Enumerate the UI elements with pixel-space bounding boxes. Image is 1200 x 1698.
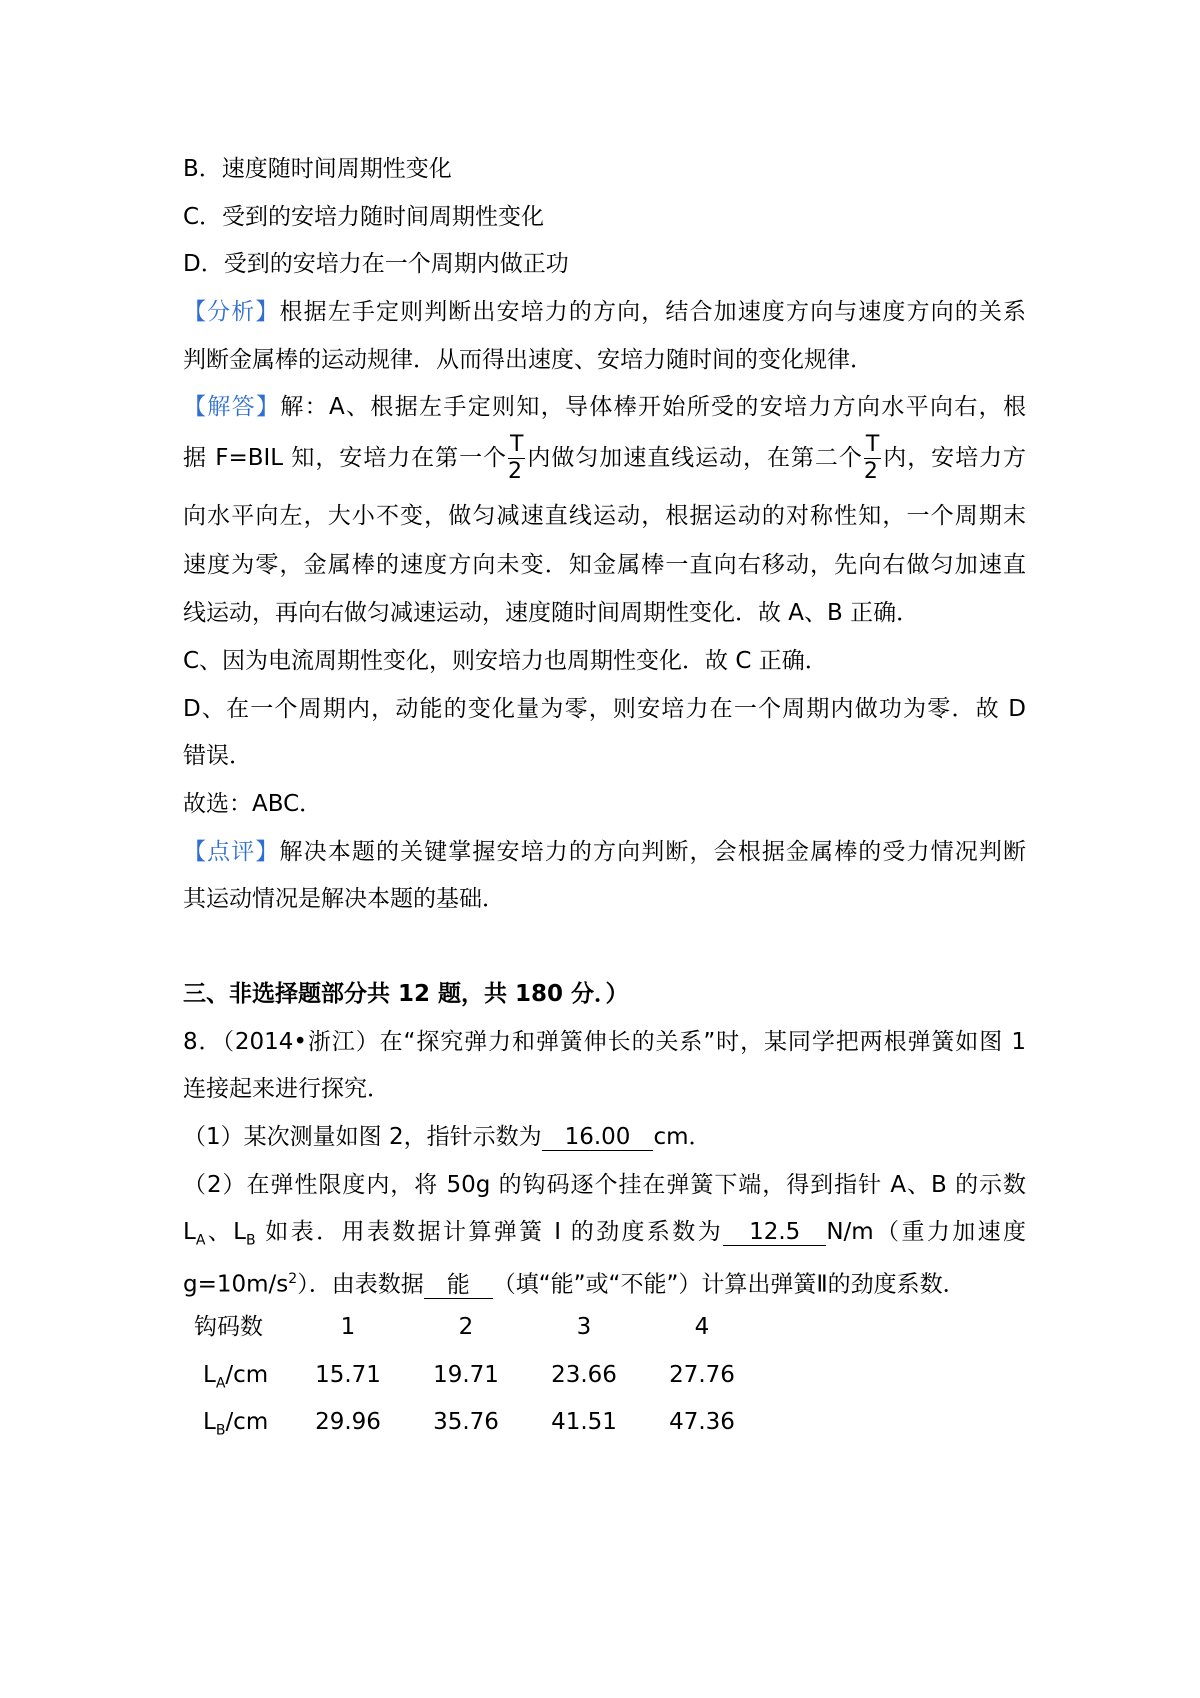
solution-d-line-2: 错误． <box>183 743 252 769</box>
table-cell: 19.71 <box>433 1362 499 1388</box>
question-8-part-2-line-3 <box>183 1255 966 1303</box>
part-1-text: （1）某次测量如图 2，指针示数为 <box>183 1124 542 1150</box>
comment-text-1: 解决本题的关键掌握安培力的方向判断，会根据金属棒的受力情况判断 <box>279 839 1027 865</box>
solution-choice: 故选：ABC． <box>183 791 323 817</box>
table-cell: 41.51 <box>551 1409 617 1435</box>
solution-line-2-part-2: 内做匀加速直线运动，在第二个 <box>526 445 863 471</box>
symbol-l: L <box>183 1219 196 1245</box>
analysis-text-1: 根据左手定则判断出安培力的方向，结合加速度方向与速度方向的关系 <box>279 299 1027 325</box>
row-label-unit: /cm <box>225 1362 269 1388</box>
solution-tag: 【解答】 <box>183 394 281 420</box>
table-header-row <box>183 1303 761 1351</box>
gravity-value: g=10m/s <box>183 1271 289 1298</box>
comment-line-2: 其运动情况是解决本题的基础． <box>183 886 505 912</box>
table-row-label <box>183 1398 289 1455</box>
table-header-label: 钩码数 <box>194 1314 263 1340</box>
solution-line-2 <box>183 428 1026 488</box>
table-cell: 23.66 <box>551 1362 617 1388</box>
row-label-subscript: B <box>215 1422 226 1439</box>
question-8-stem-line-1: 8．（2014•浙江）在“探究弹力和弹簧伸长的关系”时，某同学把两根弹簧如图 1 <box>183 1029 1026 1055</box>
solution-line-2-part-1: 据 F=BIL 知，安培力在第一个 <box>183 445 507 471</box>
row-label-unit: /cm <box>225 1409 269 1435</box>
option-b: B．速度随时间周期性变化 <box>183 156 452 182</box>
fraction-denominator: 2 <box>508 459 522 484</box>
table-column-header: 4 <box>694 1314 710 1340</box>
part-2-line-2-text: 如表．用表数据计算弹簧 I 的劲度系数为 <box>255 1219 724 1245</box>
part-1-unit: cm． <box>653 1124 712 1150</box>
question-8-stem-line-2: 连接起来进行探究． <box>183 1076 390 1102</box>
table-cell: 29.96 <box>315 1409 381 1435</box>
section-heading: 三、非选择题部分共 12 题，共 180 分．） <box>183 981 629 1007</box>
comment-line-1 <box>183 828 1026 876</box>
fraction-denominator: 2 <box>863 459 878 484</box>
solution-line-5: 线运动，再向右做匀减速运动，速度随时间周期性变化．故 A、B 正确． <box>183 600 920 626</box>
table-cell: 35.76 <box>433 1409 499 1435</box>
fraction-t-over-2 <box>864 434 881 483</box>
table-cell: 15.71 <box>315 1362 381 1388</box>
solution-line-1 <box>183 383 1026 431</box>
row-label-symbol: L <box>203 1362 216 1388</box>
solution-text-1: 解：A、根据左手定则知，导体棒开始所受的安培力方向水平向右，根 <box>280 394 1027 420</box>
table-row <box>183 1398 761 1446</box>
option-d: D．受到的安培力在一个周期内做正功 <box>183 251 569 277</box>
part-2-line-2-after: N/m（重力加速度 <box>826 1219 1026 1245</box>
row-label-symbol: L <box>203 1409 216 1435</box>
part-1-answer-blank: 16.00 <box>542 1124 654 1151</box>
solution-d-line-1: D、在一个周期内，动能的变化量为零，则安培力在一个周期内做功为零．故 D <box>183 696 1026 722</box>
table-column-header: 2 <box>458 1314 474 1340</box>
comment-tag: 【点评】 <box>183 839 280 865</box>
stiffness-answer-blank: 12.5 <box>723 1219 826 1246</box>
fraction-numerator: T <box>510 432 524 457</box>
fraction-t-over-2 <box>508 434 525 483</box>
row-label-subscript: A <box>215 1375 226 1392</box>
subscript-a: A <box>195 1232 206 1249</box>
analysis-line-1 <box>183 288 1026 336</box>
part-2-line-3-text: ）．由表数据 <box>297 1271 424 1298</box>
table-row <box>183 1351 761 1399</box>
table-column-header: 1 <box>340 1314 356 1340</box>
solution-line-2-part-3: 内，安培力方 <box>882 445 1027 471</box>
solution-line-3: 向水平向左，大小不变，做匀减速直线运动，根据运动的对称性知，一个周期末 <box>183 503 1026 529</box>
analysis-line-2: 判断金属棒的运动规律．从而得出速度、安培力随时间的变化规律． <box>183 347 873 373</box>
superscript-2: 2 <box>288 1271 298 1287</box>
solution-c: C、因为电流周期性变化，则安培力也周期性变化．故 C 正确． <box>183 648 828 674</box>
table-cell: 27.76 <box>669 1362 735 1388</box>
fraction-numerator: T <box>865 432 880 457</box>
question-8-part-2-line-2 <box>183 1208 1026 1256</box>
analysis-tag: 【分析】 <box>183 299 280 325</box>
can-calculate-answer-blank: 能 <box>424 1272 493 1299</box>
solution-line-4: 速度为零，金属棒的速度方向未变．知金属棒一直向右移动，先向右做匀加速直 <box>183 552 1026 578</box>
question-8-part-1 <box>183 1113 712 1161</box>
part-2-line-3-after: （填“能”或“不能”）计算出弹簧Ⅱ的劲度系数． <box>492 1271 966 1298</box>
table-column-header: 3 <box>576 1314 592 1340</box>
separator-l: 、L <box>205 1219 246 1245</box>
question-8-part-2-line-1: （2）在弹性限度内，将 50g 的钩码逐个挂在弹簧下端，得到指针 A、B 的示数 <box>183 1172 1026 1198</box>
table-cell: 47.36 <box>669 1409 735 1435</box>
subscript-b: B <box>246 1232 256 1249</box>
option-c: C．受到的安培力随时间周期性变化 <box>183 204 545 230</box>
